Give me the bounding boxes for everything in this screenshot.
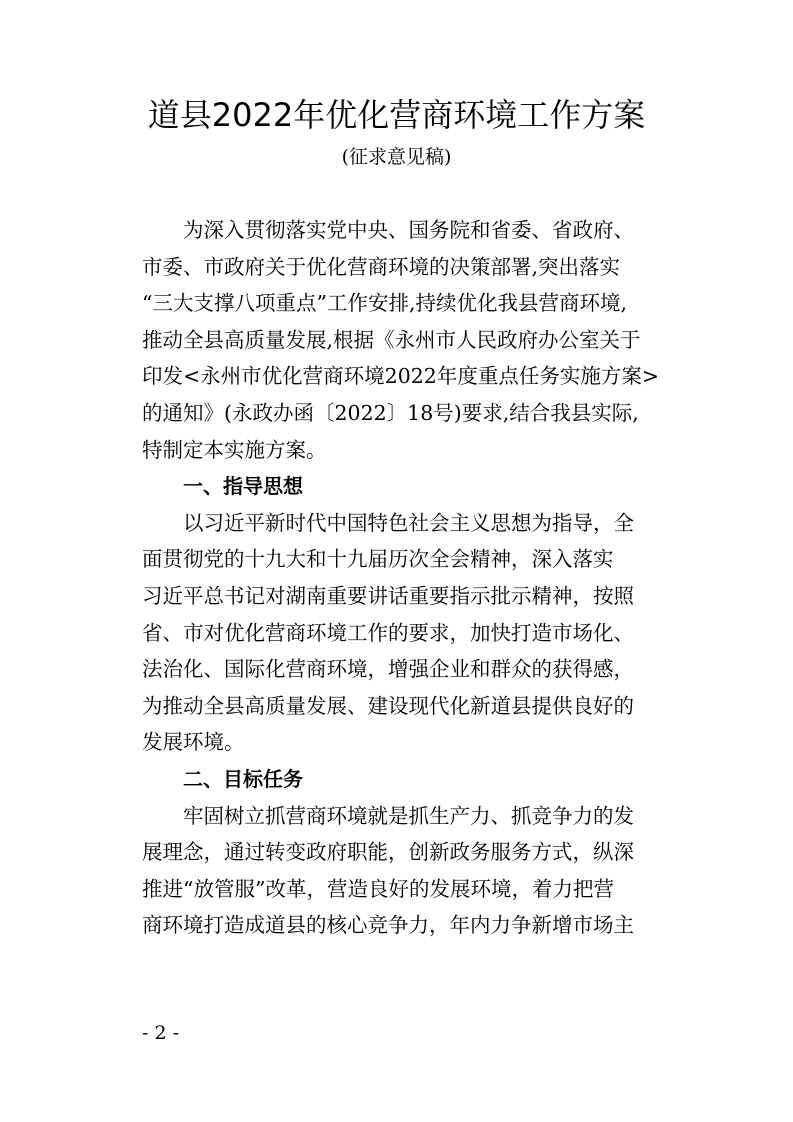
paragraph-line: 发展环境。 [142,730,245,755]
intro-paragraph [142,212,660,468]
paragraph-line: 省、市对优化营商环境工作的要求，加快打造市场化、 [142,620,634,645]
intro-line: 市委、市政府关于优化营商环境的决策部署,突出落实 [142,254,621,279]
goals-paragraph [142,798,660,944]
document-title: 道县2022年优化营商环境工作方案 [147,96,646,134]
intro-line: 为深入贯彻落实党中央、国务院和省委、省政府、 [183,218,634,242]
intro-line: “三大支撑八项重点”工作安排,持续优化我县营商环境, [142,291,627,316]
paragraph-line: 习近平总书记对湖南重要讲话重要指示批示精神，按照 [142,583,634,608]
paragraph-line: 以习近平新时代中国特色社会主义思想为指导，全 [183,510,634,535]
intro-line: 特制定本实施方案。 [142,437,327,462]
paragraph-line: 牢固树立抓营商环境就是抓生产力、抓竞争力的发 [183,803,634,828]
page-number: - 2 - [142,1022,180,1044]
document-subtitle: (征求意见稿) [341,146,452,168]
section-heading-guiding-thought: 一、指导思想 [183,474,303,499]
section-heading-goals: 二、目标任务 [183,766,303,791]
paragraph-line: 推进“放管服”改革，营造良好的发展环境，着力把营 [142,876,614,901]
paragraph-line: 商环境打造成道县的核心竞争力，年内力争新增市场主 [142,913,634,938]
paragraph-line: 为推动全县高质量发展、建设现代化新道县提供良好的 [142,693,634,718]
intro-line: 的通知》(永政办函〔2022〕18号)要求,结合我县实际, [142,400,639,425]
paragraph-line: 法治化、国际化营商环境，增强企业和群众的获得感， [142,657,634,682]
paragraph-line: 面贯彻党的十九大和十九届历次全会精神，深入落实 [142,547,614,572]
document-body [142,212,660,944]
paragraph-line: 展理念，通过转变政府职能，创新政务服务方式，纵深 [142,840,634,865]
intro-line: 推动全县高质量发展,根据《永州市人民政府办公室关于 [142,327,641,352]
guiding-thought-paragraph [142,505,660,761]
intro-line: 印发<永州市优化营商环境2022年度重点任务实施方案> [142,364,660,389]
